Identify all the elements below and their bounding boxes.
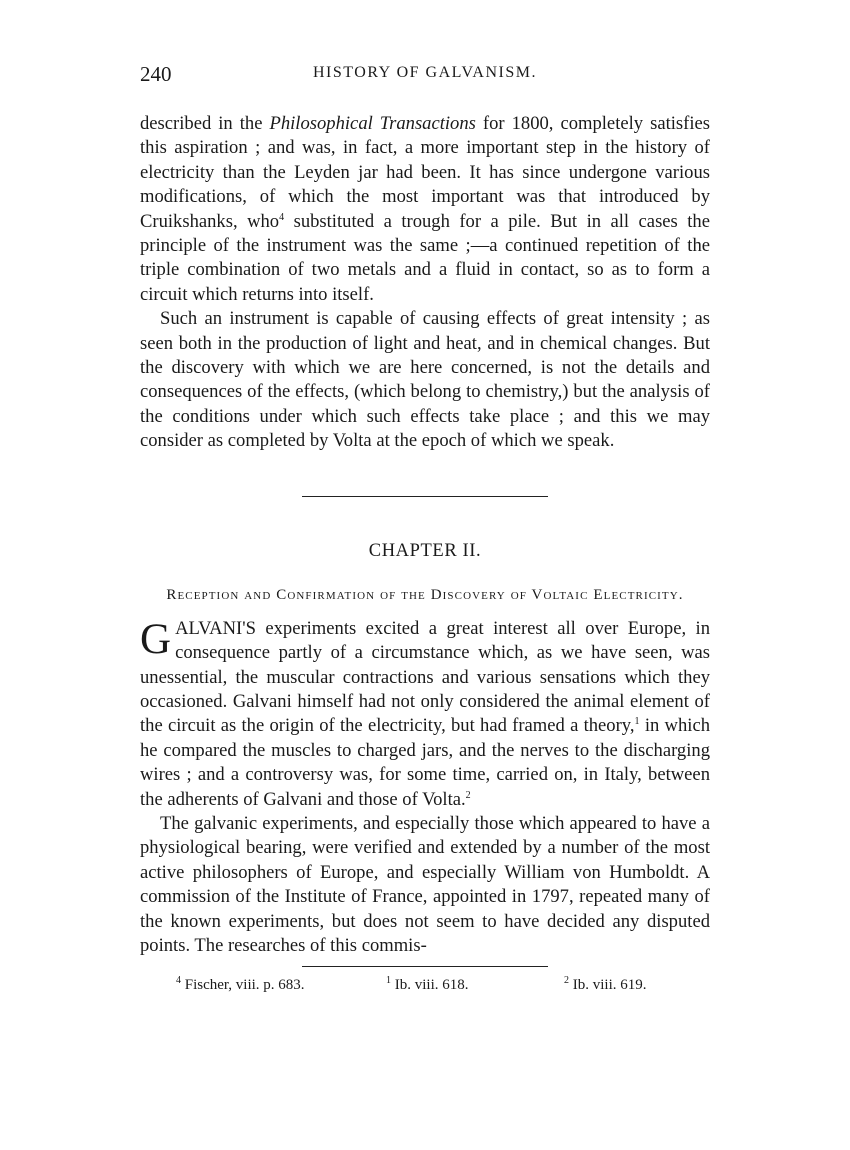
- footnote-2: [564, 977, 647, 994]
- paragraph-1-text-c: for 1800, completely satisfies this aspiration ; and was, in fact, a more important step in the history of electricity than the Leyden jar had been. It has since undergone various modifications, of which the most important was that introduced by Cruikshanks, who: [140, 113, 710, 232]
- footnotes: [140, 977, 710, 1003]
- footnote-text: Ib. viii. 619.: [572, 977, 647, 994]
- paragraph-3-text-b: in which he compared the muscles to charged jars, and the nerves to the discharging wires ; and a controversy was, for some time, carried on, in Italy, between the adherents of Galvani and those of Volta.: [140, 715, 710, 810]
- body-text: [140, 112, 710, 958]
- book-page: [140, 62, 710, 1003]
- paragraph-1-text-a: described in the: [140, 113, 270, 134]
- footnote-mark: 1: [386, 975, 391, 987]
- footnote-text: Fischer, viii. p. 683.: [184, 977, 305, 994]
- journal-title: Philosophical Transactions: [269, 113, 476, 134]
- page-number: 240: [140, 62, 172, 86]
- paragraph-1: [140, 112, 710, 307]
- chapter-title: Reception and Confirmation of the Discovery of Voltaic Electricity.: [166, 586, 684, 603]
- running-head: [140, 62, 710, 92]
- footnote-ref-1: 1: [634, 716, 640, 728]
- footnote-mark: 4: [176, 975, 181, 987]
- running-title: HISTORY OF GALVANISM.: [313, 64, 537, 81]
- footnote-ref-2: 2: [465, 789, 471, 801]
- paragraph-1-text-d: substituted a trough for a pile. But in all cases the principle of the instrument was the same ;—a continued repetition of the triple combination of two metals and a fluid in contact, so as to form a circuit which returns into itself.: [140, 210, 710, 305]
- paragraph-3-text-a: ALVANI'S experiments excited a great interest all over Europe, in consequence partly of a circumstance which, as we have seen, was unessential, the muscular contractions and various sensations which they occasioned. Galvani himself had not only considered the animal element of the circuit as the origin of the electricity, but had framed a theory,: [140, 617, 710, 737]
- footnote-1: [386, 977, 469, 994]
- drop-cap: G: [140, 615, 172, 663]
- paragraph-2: Such an instrument is capable of causing effects of great intensity ; as seen both in the production of light and heat, and in chemical changes. But the discovery with which we are here concerned, is not the details and consequences of the effects, (which belong to chemistry,) but the analysis of the conditions under which such effects take place ; and this we may consider as completed by Volta at the epoch of which we speak.: [140, 308, 710, 452]
- footnote-ref-4: 4: [279, 211, 285, 223]
- footnote-text: Ib. viii. 618.: [394, 977, 469, 994]
- paragraph-3: [140, 617, 710, 812]
- footnote-mark: 2: [564, 975, 569, 987]
- section-divider: [302, 496, 548, 497]
- footnote-rule: [302, 966, 548, 967]
- footnote-4: [176, 977, 305, 994]
- paragraph-4: The galvanic experiments, and especially those which appeared to have a physiological bearing, were verified and extended by a number of the most active philosophers of Europe, and especially William von Humboldt. A commission of the Institute of France, appointed in 1797, repeated many of the known experiments, but does not seem to have decided any disputed points. The researches of this commis-: [140, 812, 710, 956]
- chapter-heading: CHAPTER II.: [368, 540, 482, 561]
